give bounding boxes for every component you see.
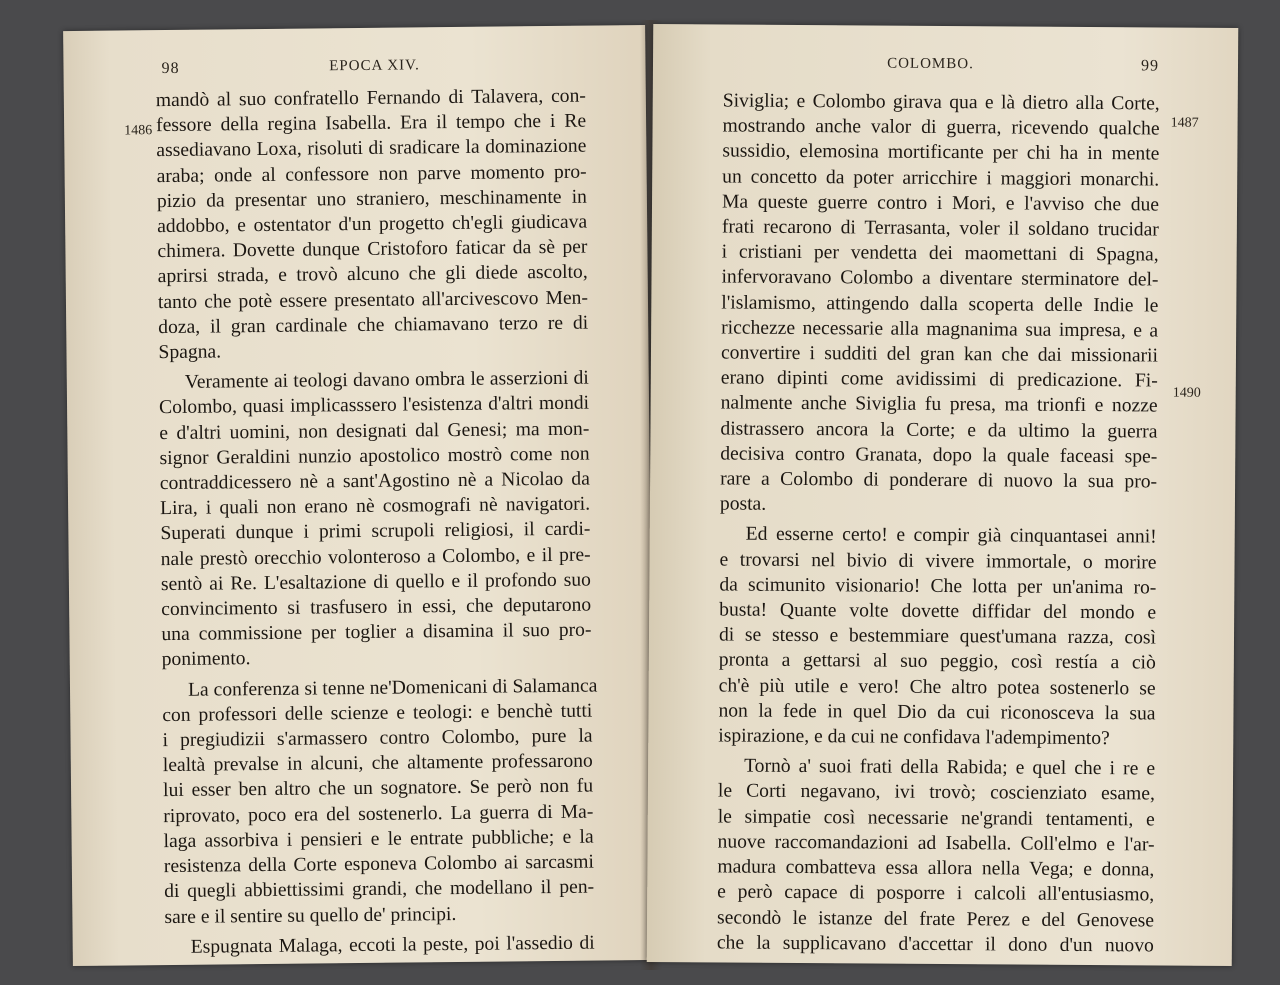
text-line: con professori delle scienze e teologi: e benchè tutti	[162, 700, 593, 726]
paragraph	[156, 84, 589, 366]
text-line: sentò ai Re. L'esaltazione di quello e il profondo suo	[160, 569, 592, 595]
text-line: chimera. Dovette dunque Cristoforo faticar da sè per	[157, 236, 588, 263]
text-line: decisiva contro Granata, dopo la quale faceasi spe-	[720, 443, 1158, 468]
text-line: di quegli abbiettissimi grandi, che modellano il pen-	[164, 876, 595, 903]
text-line: e trovarsi nel bivio di vivere immortale, o morire	[719, 549, 1157, 574]
text-line: pronta a gettarsi al suo peggio, così restía a ciò	[718, 649, 1156, 674]
text-line: Tornò a' suoi frati della Rabida; e quel che i re e	[744, 755, 1156, 780]
text-line: distrassero ancora la Corte; e da ultimo la guerra	[720, 418, 1158, 443]
text-line: ricchezze necessarie alla magnanima sua impresa, e a	[721, 317, 1159, 342]
text-line: sussidio, elemosina mortificante per chi ha in mente	[722, 140, 1160, 165]
text-line: aprirsi strada, e trovò alcuno che gli diede ascolto,	[157, 262, 588, 288]
text-line: Ma queste guerre contro i Mori, e l'avviso che due	[721, 191, 1160, 216]
text-line: e d'altri uomini, non designati dal Genesi; ma mon-	[159, 418, 590, 444]
text-line: araba; onde al confessore non parve momento pro-	[156, 161, 587, 187]
text-line: mandò al suo confratello Fernando di Talavera, con-	[155, 85, 586, 112]
text-line: sare e il sentire su quello de' principi.	[164, 903, 457, 928]
text-line: Veramente ai teologi davano ombra le asserzioni di	[184, 367, 589, 394]
text-line: contraddicessero nè a sant'Agostino nè a Nicolao da	[159, 468, 590, 495]
right-page-header	[653, 54, 1238, 82]
text-line: Colombo, quasi implicasssero l'esistenza d'altri mondi	[158, 393, 590, 419]
margin-year: 1490	[1172, 385, 1201, 401]
text-line: ponimento.	[161, 648, 251, 671]
text-line: rare a Colombo di ponderare di nuovo la sua pro-	[720, 468, 1158, 493]
text-line: una commissione per toglier a disamina il suo pro-	[161, 619, 592, 646]
text-line: La conferenza si tenne ne'Domenicani di Salamanca	[187, 675, 598, 701]
paragraph	[162, 673, 598, 930]
text-line: Siviglia; e Colombo girava qua e là dietro alla Corte,	[722, 90, 1160, 115]
page-number: 99	[1140, 57, 1160, 75]
page-number: 98	[161, 59, 180, 78]
text-line: un concetto da poter arricchire i maggiori monarchi.	[722, 166, 1160, 191]
text-line: Lira, i quali non erano nè cosmografi nè navigatori.	[160, 493, 591, 520]
text-line: assediavano Loxa, risoluti di sradicare la dominazione	[156, 136, 587, 162]
right-page-text	[717, 88, 1160, 958]
text-line: non la fede in quel Dio da cui riconosceva la sua	[718, 700, 1156, 725]
text-line: che la supplicavano d'accettar il dono d'un nuovo	[716, 932, 1154, 957]
paragraph	[720, 88, 1160, 519]
text-line: Superati dunque i primi scrupoli religiosi, il cardi-	[160, 519, 591, 545]
text-line: tanto che potè essere presentato all'arcivescovo Men-	[157, 287, 589, 313]
text-line: erano dipinti come avidissimi di predicazione. Fi-	[720, 367, 1158, 392]
text-line: lui esser ben altro che un sognatore. Se però non fu	[162, 776, 594, 802]
margin-year: 1487	[1170, 115, 1199, 131]
paragraph	[165, 930, 595, 960]
text-line: busta! Quante volte dovette diffidar del mondo e	[719, 599, 1157, 624]
text-line: addobbo, e ostentator d'un progetto ch'egli giudicava	[157, 211, 588, 238]
running-title: COLOMBO.	[887, 55, 974, 73]
text-line: di se stesso e bestemmiare quest'umana razza, così	[718, 624, 1157, 649]
margin-year: 1486	[124, 123, 153, 139]
text-line: posta.	[719, 493, 767, 516]
text-line: laga assorbiva i pensieri e le entrate pubbliche; e la	[163, 826, 594, 852]
text-line: infervoravano Colombo a diventare sterminatore del-	[721, 266, 1159, 291]
text-line: Espugnata Malaga, eccoti la peste, poi l'assedio di	[190, 932, 595, 958]
text-line: convincimento si trasfusero in essi, che deputarono	[161, 594, 592, 621]
text-line: convertire i sudditi del gran kan che dai missionarii	[720, 342, 1159, 367]
right-page	[647, 24, 1239, 966]
text-line: ch'è più utile e vero! Che altro potea sostenerlo se	[718, 675, 1156, 700]
text-line: resistenza della Corte esponeva Colombo ai sarcasmi	[163, 851, 594, 878]
text-line: e però capace di posporre i calcoli all'entusiasmo,	[717, 881, 1155, 906]
running-title: EPOCA XIV.	[329, 57, 420, 75]
text-line: ispirazione, e da cui ne confidava l'adempimento?	[718, 725, 1110, 750]
left-page-header	[63, 55, 645, 85]
text-line: frati recarono di Terrasanta, voler il soldano trucidar	[721, 216, 1159, 241]
text-line: secondò le istanze del frate Perez e del Genovese	[716, 906, 1155, 931]
paragraph	[718, 522, 1157, 752]
text-line: pizio da presentar uno straniero, meschinamente in	[156, 186, 587, 212]
text-line: Spagna.	[158, 341, 222, 364]
text-line: l'islamismo, attingendo dalla scoperta delle Indie le	[721, 292, 1159, 317]
paragraph	[159, 366, 592, 673]
text-line: nalmente anche Siviglia fu presa, ma trionfi e nozze	[720, 392, 1158, 417]
left-page	[63, 25, 655, 966]
text-line: madura combatteva essa allora nella Vega; e donna,	[717, 856, 1155, 881]
text-line: le simpatie così necessarie ne'grandi tentamenti, e	[717, 806, 1155, 831]
text-line: mostrando anche valor di guerra, ricevendo qualche	[722, 115, 1160, 140]
paragraph	[717, 754, 1155, 959]
text-line: i pregiudizii s'armassero contro Colombo, pure la	[162, 725, 593, 752]
text-line: fessore della regina Isabella. Era il tempo che i Re	[156, 110, 587, 137]
text-line: signor Geraldini nunzio apostolico mostrò come non	[159, 443, 590, 469]
text-line: lealtà prevalse in alcuni, che altamente professarono	[162, 750, 593, 777]
text-line: le Corti negavano, ivi trovò; coscienziato esame,	[717, 780, 1155, 805]
text-line: Ed esserne certo! e compir già cinquantasei anni!	[745, 524, 1157, 548]
text-line: doza, il gran cardinale che chiamavano terzo re di	[158, 312, 589, 338]
text-line: da scimunito visionario! Che lotta per un'anima ro-	[719, 574, 1157, 599]
text-line: nuove raccomandazioni ad Isabella. Coll'elmo e l'ar-	[717, 831, 1155, 856]
left-page-text	[155, 84, 598, 960]
text-line: riprovato, poco era del sostenerlo. La guerra di Ma-	[163, 801, 594, 827]
text-line: nale prestò orecchio volonteroso a Colombo, e il pre-	[160, 544, 591, 570]
text-line: i cristiani per vendetta dei maomettani di Spagna,	[721, 241, 1159, 266]
